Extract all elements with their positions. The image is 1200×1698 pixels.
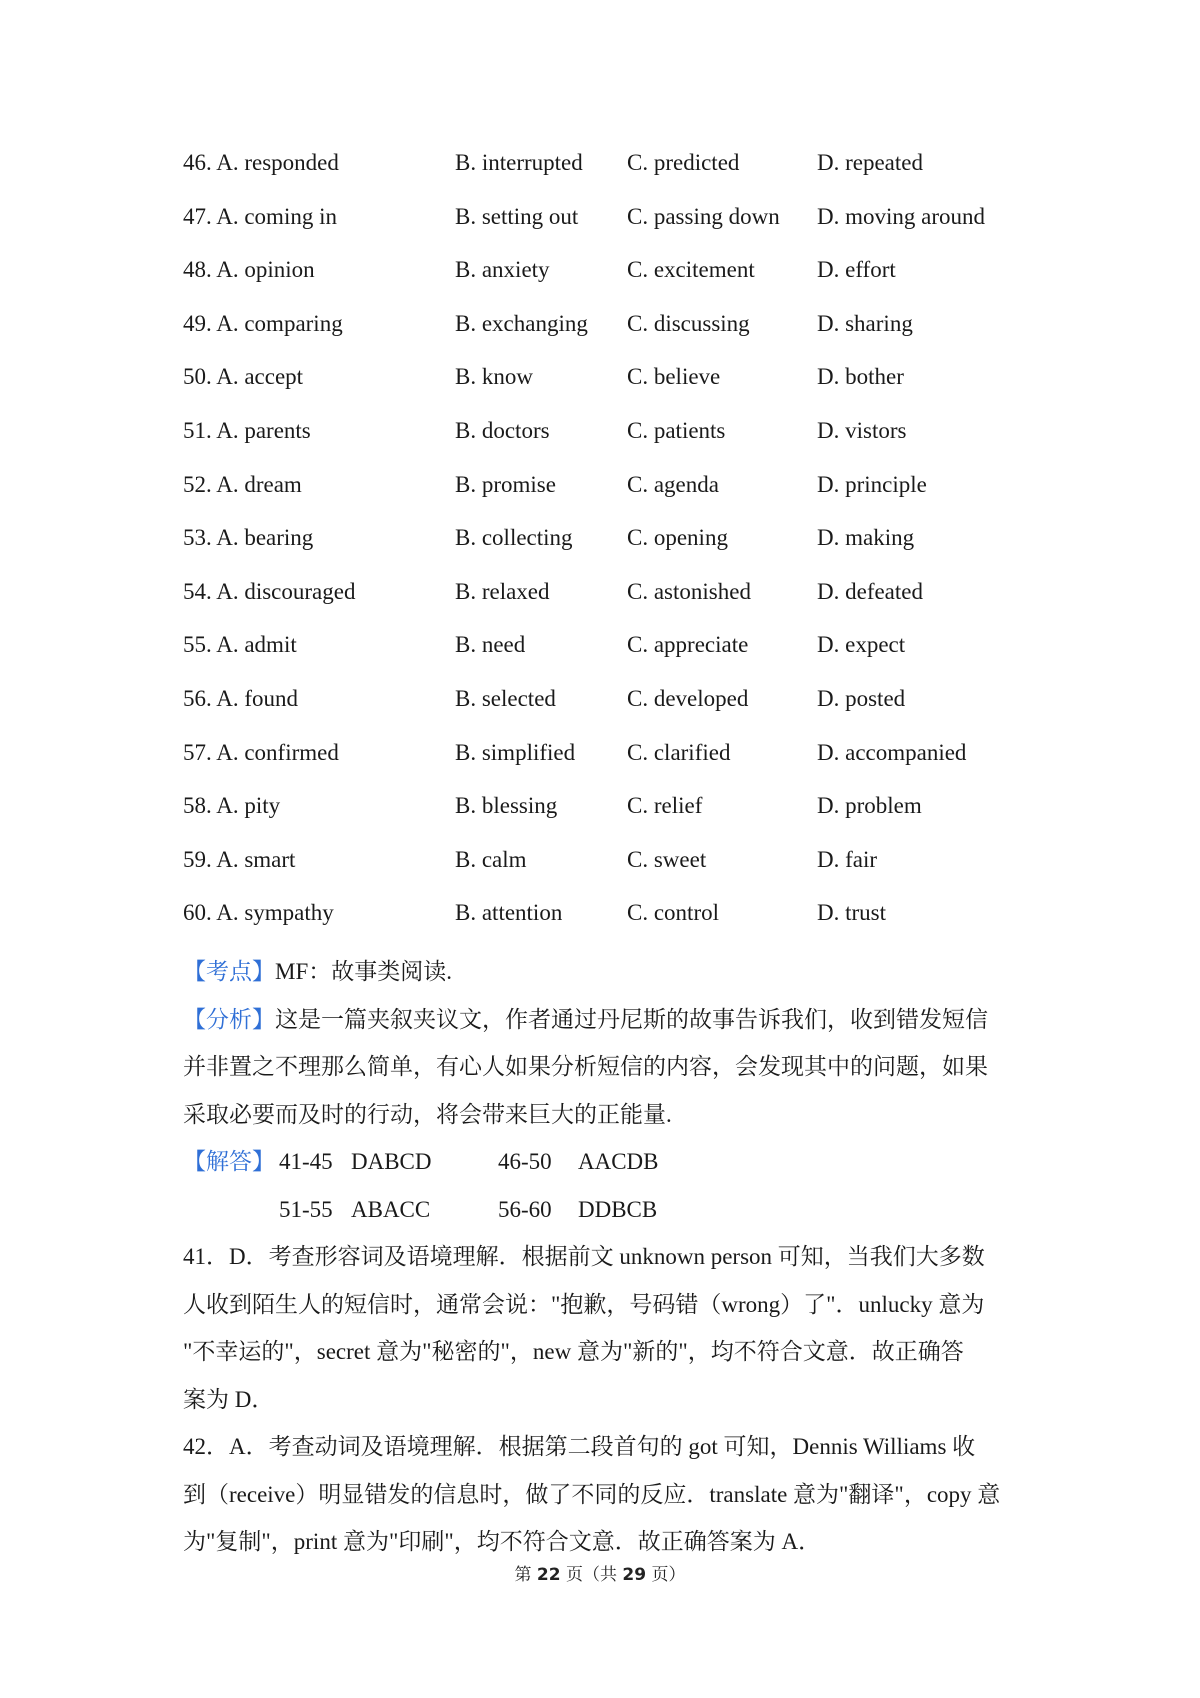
option-b: B. simplified (455, 739, 576, 765)
option-row (183, 684, 1063, 738)
option-a: 58. A. pity (183, 793, 281, 819)
option-b: B. anxiety (455, 257, 550, 283)
option-d: D. fair (817, 846, 878, 872)
option-b: B. exchanging (455, 310, 588, 336)
option-b: B. collecting (455, 525, 573, 551)
option-d: D. effort (817, 257, 896, 283)
answer-value: ABACC (351, 1196, 431, 1222)
option-a: 57. A. confirmed (183, 739, 339, 765)
option-b: B. blessing (455, 793, 558, 819)
answer-value: AACDB (578, 1149, 659, 1174)
answer-range: 51-55 (279, 1196, 333, 1222)
option-a: 48. A. opinion (183, 257, 315, 283)
kaodian-label: 【考点】 (183, 959, 275, 984)
option-b: B. interrupted (455, 150, 583, 175)
option-d: D. trust (817, 900, 886, 926)
fenxi-text-1: 这是一篇夹叙夹议文，作者通过丹尼斯的故事告诉我们，收到错发短信 (275, 1006, 988, 1032)
option-c: C. agenda (627, 471, 719, 497)
option-row (183, 309, 1063, 363)
option-c: C. control (627, 900, 719, 926)
option-b: B. know (455, 364, 533, 390)
q42-line-1: 42．A．考查动词及语境理解．根据第二段首句的 got 可知，Dennis Williams 收 (183, 1434, 976, 1459)
answer-range: 46-50 (498, 1149, 552, 1174)
option-row (183, 630, 1063, 684)
footer-middle: 页（共 (566, 1565, 617, 1585)
option-a: 47. A. coming in (183, 203, 337, 229)
options-list (183, 148, 1063, 952)
option-d: D. problem (817, 793, 922, 819)
option-row (183, 255, 1063, 309)
fenxi-line-3: 采取必要而及时的行动，将会带来巨大的正能量. (183, 1101, 672, 1127)
kaodian-line (183, 955, 1028, 1003)
option-a: 53. A. bearing (183, 525, 314, 551)
option-c: C. patients (627, 417, 726, 443)
answer-range: 56-60 (498, 1196, 552, 1222)
option-a: 54. A. discouraged (183, 578, 356, 604)
option-a: 55. A. admit (183, 632, 297, 658)
analysis-section (183, 955, 1028, 1573)
option-row (183, 470, 1063, 524)
option-row (183, 845, 1063, 899)
option-c: C. sweet (627, 846, 707, 872)
fenxi-line-2: 并非置之不理那么简单，有心人如果分析短信的内容，会发现其中的问题，如果 (183, 1054, 988, 1079)
q41-line-2: 人收到陌生人的短信时，通常会说："抱歉，号码错（wrong）了"．unlucky 意为 (183, 1291, 985, 1317)
option-b: B. promise (455, 471, 556, 497)
answer-row-2 (183, 1193, 1028, 1241)
footer-total-pages: 29 (622, 1565, 647, 1585)
option-c: C. relief (627, 793, 703, 819)
option-a: 59. A. smart (183, 846, 296, 872)
option-b: B. selected (455, 685, 556, 711)
option-c: C. passing down (627, 203, 780, 229)
option-d: D. expect (817, 632, 906, 658)
footer-page-number: 22 (536, 1565, 561, 1585)
answer-row-1 (183, 1145, 1028, 1193)
option-row (183, 523, 1063, 577)
option-row (183, 416, 1063, 470)
fenxi-line-1 (183, 1003, 1028, 1051)
option-c: C. astonished (627, 578, 751, 604)
answer-value: DABCD (351, 1149, 432, 1174)
answer-value: DDBCB (578, 1196, 658, 1222)
option-d: D. vistors (817, 417, 907, 443)
answer-range: 41-45 (279, 1149, 333, 1174)
option-c: C. developed (627, 685, 749, 711)
option-a: 52. A. dream (183, 471, 302, 497)
q42-line-2: 到（receive）明显错发的信息时，做了不同的反应．translate 意为"翻译"，copy 意 (183, 1481, 1001, 1507)
option-d: D. repeated (817, 150, 923, 175)
option-b: B. need (455, 632, 526, 658)
option-d: D. accompanied (817, 739, 967, 765)
option-c: C. predicted (627, 150, 740, 175)
option-row (183, 362, 1063, 416)
q41-line-3: "不幸运的"，secret 意为"秘密的"，new 意为"新的"，均不符合文意．故正确答 (183, 1339, 964, 1364)
kaodian-text: MF：故事类阅读. (275, 959, 452, 984)
option-d: D. defeated (817, 578, 923, 604)
option-row (183, 791, 1063, 845)
option-c: C. believe (627, 364, 721, 390)
option-row (183, 148, 1063, 202)
option-row (183, 577, 1063, 631)
option-a: 50. A. accept (183, 364, 304, 390)
option-a: 56. A. found (183, 685, 298, 711)
option-c: C. discussing (627, 310, 750, 336)
option-d: D. posted (817, 685, 906, 711)
footer-suffix: 页） (651, 1565, 686, 1585)
option-b: B. attention (455, 900, 563, 926)
option-a: 49. A. comparing (183, 310, 343, 336)
option-c: C. excitement (627, 257, 755, 283)
option-a: 60. A. sympathy (183, 900, 334, 926)
option-d: D. moving around (817, 203, 986, 229)
option-d: D. sharing (817, 310, 913, 336)
jieda-label: 【解答】 (183, 1149, 275, 1174)
q42-line-3: 为"复制"，print 意为"印刷"，均不符合文意．故正确答案为 A． (183, 1529, 822, 1554)
footer-prefix: 第 (514, 1565, 532, 1585)
option-a: 46. A. responded (183, 150, 339, 175)
option-c: C. opening (627, 525, 728, 551)
page-footer (0, 1560, 1200, 1585)
option-b: B. doctors (455, 417, 550, 443)
option-d: D. making (817, 525, 915, 551)
fenxi-label: 【分析】 (183, 1006, 275, 1032)
option-b: B. setting out (455, 203, 579, 229)
option-a: 51. A. parents (183, 417, 311, 443)
option-b: B. calm (455, 846, 527, 872)
option-row (183, 738, 1063, 792)
option-row (183, 898, 1063, 952)
option-row (183, 202, 1063, 256)
option-d: D. bother (817, 364, 904, 390)
option-b: B. relaxed (455, 578, 550, 604)
option-d: D. principle (817, 471, 927, 497)
q41-line-4: 案为 D． (183, 1386, 275, 1412)
option-c: C. appreciate (627, 632, 749, 658)
q41-line-1: 41．D．考查形容词及语境理解．根据前文 unknown person 可知，当我们大多数 (183, 1244, 985, 1269)
option-c: C. clarified (627, 739, 731, 765)
